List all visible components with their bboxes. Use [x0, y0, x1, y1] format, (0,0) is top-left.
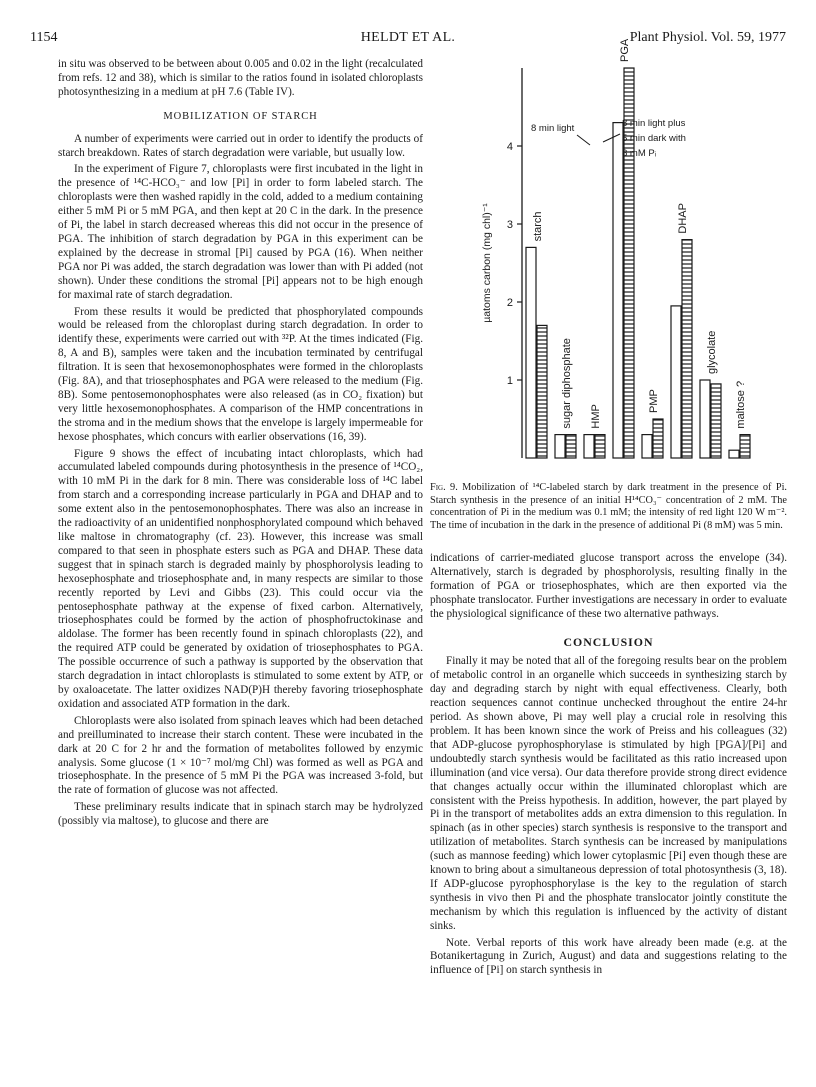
- figure-label: Fig. 9.: [430, 482, 458, 493]
- bar-dark-1: [566, 435, 576, 458]
- bar-light-7: [729, 450, 739, 458]
- bar-chart: [440, 38, 790, 478]
- category-label: DHAP: [677, 203, 689, 234]
- annotation-light-pointer: [577, 135, 590, 145]
- category-label: PMP: [648, 389, 660, 413]
- y-axis-label: µatoms carbon (mg chl)⁻¹: [481, 203, 493, 323]
- bar-light-5: [671, 306, 681, 458]
- bar-light-6: [700, 380, 710, 458]
- annotation-dark-line: 8 min light plus: [622, 118, 686, 129]
- bar-dark-2: [595, 435, 605, 458]
- category-label: starch: [532, 211, 544, 242]
- body-paragraph: These preliminary results indicate that in spinach starch may be hydrolyzed (possibly via maltose), to glucose and there are: [58, 801, 423, 828]
- category-label: maltose ?: [735, 380, 747, 429]
- bar-dark-6: [711, 384, 721, 458]
- bar-dark-0: [537, 325, 547, 458]
- body-paragraph: In the experiment of Figure 7, chloroplasts were first incubated in the light in the presence of ¹⁴C-HCO₃⁻ and low [Pi] in order to form labeled starch. The chloroplasts were then washed rapidly in the cold, added to a medium containing either 5 mM Pi or 5 mM PGA, and then kept at 20 C in the dark. In the presence of Pi, the label in starch decreased whereas this did not occur in the presence of PGA. The inhibition of starch degradation by PGA in this experiment can be explained by the decrease in stromal [Pi] caused by PGA (16). When neither PGA nor Pi was added, the starch degradation was lower than with Pi added (not shown). Under these conditions the stromal [Pi] appears not to be high enough for maximal rate of starch degradation.: [58, 163, 423, 301]
- body-paragraph: Figure 9 shows the effect of incubating intact chloroplasts, which had accumulated labeled compounds during photosynthesis in the presence of ¹⁴CO₂, with 10 mM Pi in the dark for 8 min. There was considerable loss of ¹⁴C label from starch and a corresponding increase particularly in PGA and DHAP and to some extent also in the pentosemonophosphates. There was also an increase in the radioactivity of an unidentified nonphosphorylated compound which behaved like maltose in chromatography (cf. 23). However, this increase was small compared to that seen in phosphate esters such as PGA and DHAP. These data suggest that in spinach starch is degraded mainly by phosphorolysis leading to hexosephosphate and triosephosphate and, in many respects are similar to those recently reported by Levi and Gibbs (23). This could occur via the pentosephosphate pathway at the expense of fixed carbon. Alternatively, triosephosphates could be formed by the action of phosphofructokinase and aldolase. The former has been recently found in spinach chloroplasts (22), and the required ATP could be generated by oxidation of triosephosphates to PGA. The possible occurrence of such a pathway is supported by the observation that starch degradation in intact chloroplasts is stimulated to some extent by ATP, or by oxaloacetate. The latter oxidizes NAD(P)H thereby favoring triosephosphate oxidation and associated ATP formation in the dark.: [58, 447, 423, 710]
- journal-citation: Plant Physiol. Vol. 59, 1977: [629, 30, 786, 45]
- annotation-dark-line: 8 mM Pᵢ: [622, 148, 657, 159]
- y-tick-label: 4: [506, 141, 513, 153]
- bar-light-0: [526, 247, 536, 458]
- figure-9: [440, 38, 790, 478]
- y-tick-label: 2: [506, 297, 513, 309]
- category-label: glycolate: [706, 330, 718, 374]
- page-number: 1154: [30, 30, 58, 45]
- conclusion-heading: CONCLUSION: [563, 634, 654, 649]
- continuation-paragraph: indications of carrier-mediated glucose transport across the envelope (34). Alternatively, starch is degraded by phosphorolysis, resulting finally in the formation of PGA or triosephosphates, which are then exported via the phosphate translocator. Further investigations are necessary in order to evaluate the physiological significance of these two alternative pathways.: [430, 552, 787, 620]
- annotation-light: 8 min light: [531, 123, 575, 134]
- y-tick-label: 1: [506, 375, 513, 387]
- bar-dark-4: [653, 419, 663, 458]
- bar-light-3: [613, 123, 623, 458]
- bar-light-1: [555, 435, 565, 458]
- bar-light-4: [642, 435, 652, 458]
- body-paragraph: A number of experiments were carried out in order to identify the products of starch breakdown. Rates of starch degradation were variable, but usually low.: [58, 132, 423, 159]
- conclusion-paragraph: Finally it may be noted that all of the foregoing results bear on the problem of metabolic control in an organelle which succeeds in synthesizing starch by day and degrading starch by night with equal effectiveness. Clearly, both reaction sequences cannot continue unchecked throughout the entire 24-hr period. As shown above, Pi may well play a crucial role in resolving this problem. It has been known since the work of Preiss and his colleagues (32) that ADP-glucose pyrophosphorylase is stimulated by high [PGA]/[Pi] and undoubtedly starch synthesis would be facilitated as this ratio increased upon illumination (and vice versa). Our data therefore provide strong direct evidence that changes actually occur within the illuminated chloroplast which are consistent with the Preiss hypothesis. In addition, however, the part played by Pi in the transport of metabolites adds an extra dimension to this regulation. In spinach (as in other species) starch synthesis is responsive to the transport and utilization of metabolites. Starch synthesis can be increased by manipulations (such as mannose feeding) which lower cytoplasmic [Pi] even though these are known to bring about a simultaneous depression of total photosynthesis (3, 18). If ADP-glucose pyrophosphorylase is the key to the regulation of starch synthesis in vivo then Pi and the phosphate translocator jointly constitute the mechanism by which this regulation is influenced by the activity of distant sinks.: [430, 655, 787, 932]
- y-tick-label: 3: [506, 219, 513, 231]
- intro-paragraph: in situ was observed to be between about 0.005 and 0.02 in the light (recalculated from refs. 12 and 38), which is similar to the ratios found in isolated chloroplasts photosynthesizing in a medium at pH 7.6 (Table IV).: [58, 58, 423, 98]
- section-heading: MOBILIZATION OF STARCH: [163, 110, 318, 122]
- right-column: [430, 552, 787, 978]
- figure-caption: [430, 482, 787, 532]
- bar-light-2: [584, 435, 594, 458]
- running-authors: HELDT ET AL.: [360, 30, 456, 45]
- caption-text: Mobilization of ¹⁴C-labeled starch by dark treatment in the presence of Pi. Starch synthesis in the presence of an initial H¹⁴CO₃⁻ concentration of 2 mM. The concentration of Pi in the medium was 0.1 mM; the intensity of red light 120 W m⁻². The time of incubation in the dark in the presence of additional Pi (8 mM) was 5 min.: [430, 482, 788, 531]
- bar-dark-7: [740, 435, 750, 458]
- bar-dark-5: [682, 240, 692, 458]
- note-paragraph: Note. Verbal reports of this work have already been made (e.g. at the Botanikertagung in Zurich, August) and data and suggestions relating to the influence of [Pi] on starch synthesis in: [430, 936, 787, 977]
- annotation-dark-line: 5 min dark with: [622, 133, 686, 144]
- page-header: [30, 30, 786, 50]
- body-paragraph: Chloroplasts were also isolated from spinach leaves which had been detached and preilluminated to increase their starch content. These were incubated in the dark at 20 C for 2 hr and the formation of metabolites followed by enzymic analysis. Some glucose (1 × 10⁻⁷ mol/mg Chl) was formed as well as PGA and triosephosphate. In the presence of 5 mM Pi the PGA was increased 3-fold, but the rate of formation of glucose was not affected.: [58, 714, 423, 797]
- category-label: HMP: [590, 404, 602, 429]
- left-column: [58, 58, 423, 829]
- body-paragraph: From these results it would be predicted that phosphorylated compounds would be released from the chloroplast during starch degradation. In order to identify these, experiments were carried out with ³²P. At the times indicated (Fig. 8, A and B), samples were taken and the incubation terminated by centrifugal filtration. It is seen that hexosemonophosphates were formed in the chloroplasts (Fig. 8A), and that triosephosphates and PGA were released to the medium (Fig. 8B). Some pentosemonophosphates were also released (as in CO₂ fixation) but very little hexosemonophosphates. A comparison of the HMP concentrations in the stroma and in the medium shows that the envelope is largely impermeable for hexose phosphates, which concurs with earlier observations (16, 39).: [58, 305, 423, 443]
- category-label: PGA: [619, 38, 631, 62]
- category-label: sugar diphosphate: [561, 338, 573, 429]
